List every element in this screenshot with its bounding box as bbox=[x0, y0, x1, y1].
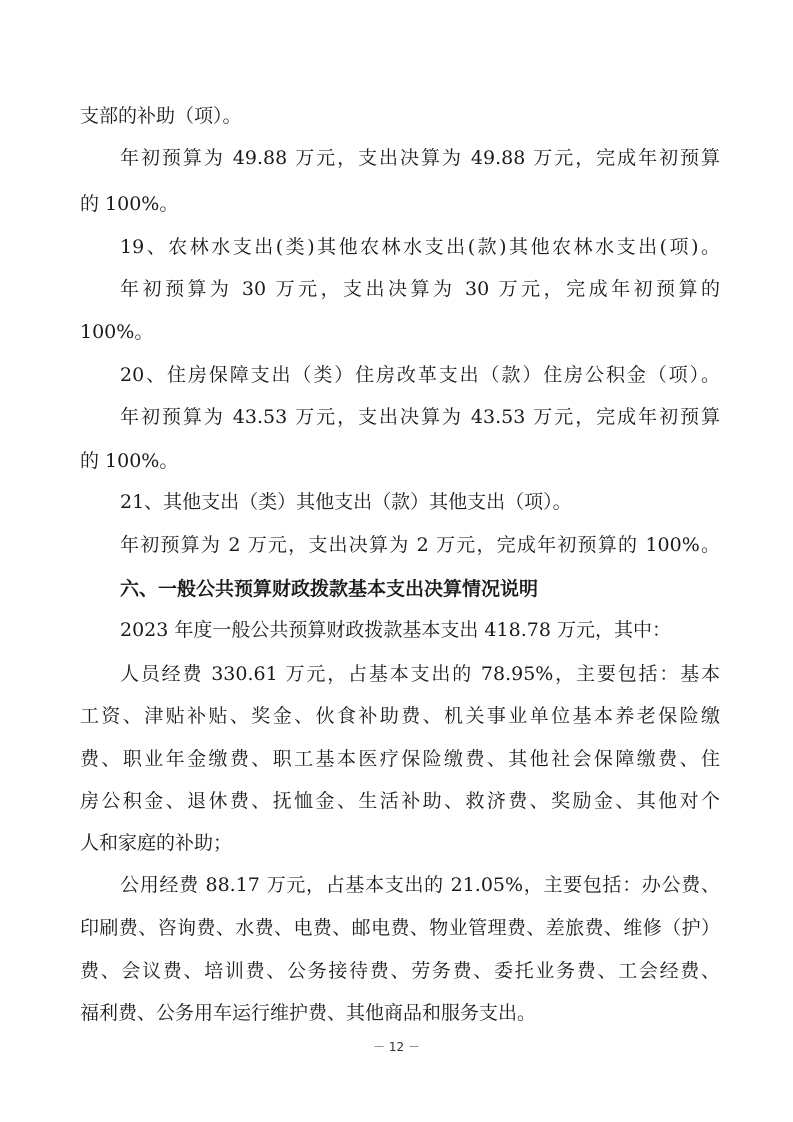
text-line: 年初预算为 43.53 万元，支出决算为 43.53 万元，完成年初预算 bbox=[120, 406, 720, 428]
text-line: 费、职业年金缴费、职工基本医疗保险缴费、其他社会保障缴费、住 bbox=[80, 748, 720, 770]
text-line: 年初预算为 2 万元，支出决算为 2 万元，完成年初预算的 100%。 bbox=[120, 534, 720, 556]
text-line: 印刷费、咨询费、水费、电费、邮电费、物业管理费、差旅费、维修（护） bbox=[80, 917, 720, 939]
page-number: － 12 － bbox=[373, 1040, 420, 1054]
text-line: 支部的补助（项）。 bbox=[80, 105, 242, 127]
text-line: 人和家庭的补助； bbox=[80, 832, 233, 854]
text-line: 费、会议费、培训费、公务接待费、劳务费、委托业务费、工会经费、 bbox=[80, 960, 720, 982]
section-heading: 19、农林水支出(类)其他农林水支出(款)其他农林水支出(项)。 bbox=[120, 236, 720, 258]
text-line: 的 100%。 bbox=[80, 450, 179, 472]
text-line: 年初预算为 30 万元，支出决算为 30 万元，完成年初预算的 bbox=[120, 278, 720, 300]
text-line: 的 100%。 bbox=[80, 193, 179, 215]
section-heading: 20、住房保障支出（类）住房改革支出（款）住房公积金（项）。 bbox=[120, 364, 720, 386]
text-line: 年初预算为 49.88 万元，支出决算为 49.88 万元，完成年初预算 bbox=[120, 147, 720, 169]
text-line: 2023 年度一般公共预算财政拨款基本支出 418.78 万元，其中： bbox=[120, 619, 671, 641]
text-line: 房公积金、退休费、抚恤金、生活补助、救济费、奖励金、其他对个 bbox=[80, 790, 720, 812]
text-line: 工资、津贴补贴、奖金、伙食补助费、机关事业单位基本养老保险缴 bbox=[80, 705, 720, 727]
text-line: 福利费、公务用车运行维护费、其他商品和服务支出。 bbox=[80, 1002, 537, 1024]
text-line: 人员经费 330.61 万元，占基本支出的 78.95%，主要包括：基本 bbox=[120, 663, 720, 685]
text-line: 公用经费 88.17 万元，占基本支出的 21.05%，主要包括：办公费、 bbox=[120, 874, 720, 896]
section-heading: 21、其他支出（类）其他支出（款）其他支出（项）。 bbox=[120, 491, 572, 513]
text-line: 100%。 bbox=[80, 321, 154, 343]
chapter-heading: 六、一般公共预算财政拨款基本支出决算情况说明 bbox=[120, 578, 539, 600]
